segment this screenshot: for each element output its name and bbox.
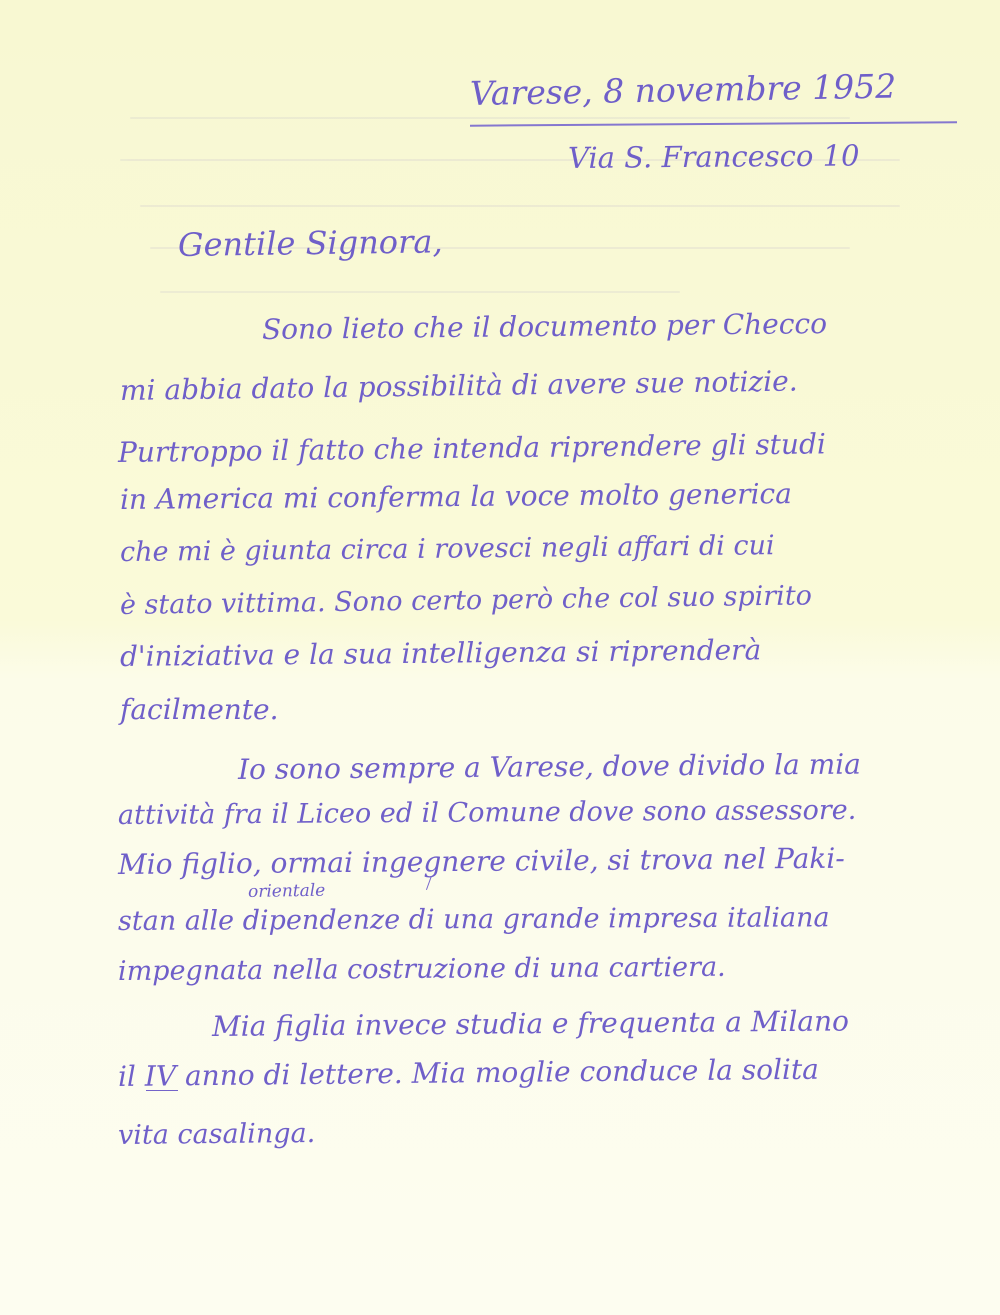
letter-line: d'iniziativa e la sua intelligenza si riprenderà <box>119 633 762 673</box>
letter-line: attività fra il Liceo ed il Comune dove sono assessore. <box>117 794 857 831</box>
letter-line: vita casalinga. <box>117 1117 316 1151</box>
date-line: Varese, 8 novembre 1952 <box>469 66 897 113</box>
letter-line: stan alle dipendenze di una grande impresa italiana <box>117 902 830 937</box>
insertion-orientale: orientale <box>247 880 326 902</box>
letter-line: mi abbia dato la possibilità di avere sue notizie. <box>119 364 798 407</box>
letter-line: in America mi conferma la voce molto generica <box>119 477 792 516</box>
letter-line: Mia figlia invece studia e frequenta a Milano <box>211 1004 850 1043</box>
letter-line: Mio figlio, ormai ingegnere civile, si trova nel Paki- <box>117 841 845 881</box>
letter-line: che mi è giunta circa i rovesci negli affari di cui <box>119 530 775 568</box>
letter-line: Sono lieto che il documento per Checco <box>261 307 828 346</box>
insertion-caret <box>426 877 441 894</box>
letter-line: il IV anno di lettere. Mia moglie conduce la solita <box>117 1052 820 1093</box>
letter-line: Purtroppo il fatto che intenda riprendere gli studi <box>117 427 827 469</box>
bleed-through-marks <box>120 95 960 325</box>
letter-line: impegnata nella costruzione di una cartiera. <box>117 951 726 987</box>
letter-line: è stato vittima. Sono certo però che col suo spirito <box>119 580 813 621</box>
letter-line: facilmente. <box>120 693 279 726</box>
date-underline <box>470 121 957 126</box>
letter-line: Io sono sempre a Varese, dove divido la mia <box>237 747 862 786</box>
sender-address: Via S. Francesco 10 <box>567 138 860 175</box>
salutation: Gentile Signora, <box>177 222 443 264</box>
roman-numeral-underline <box>146 1090 178 1091</box>
